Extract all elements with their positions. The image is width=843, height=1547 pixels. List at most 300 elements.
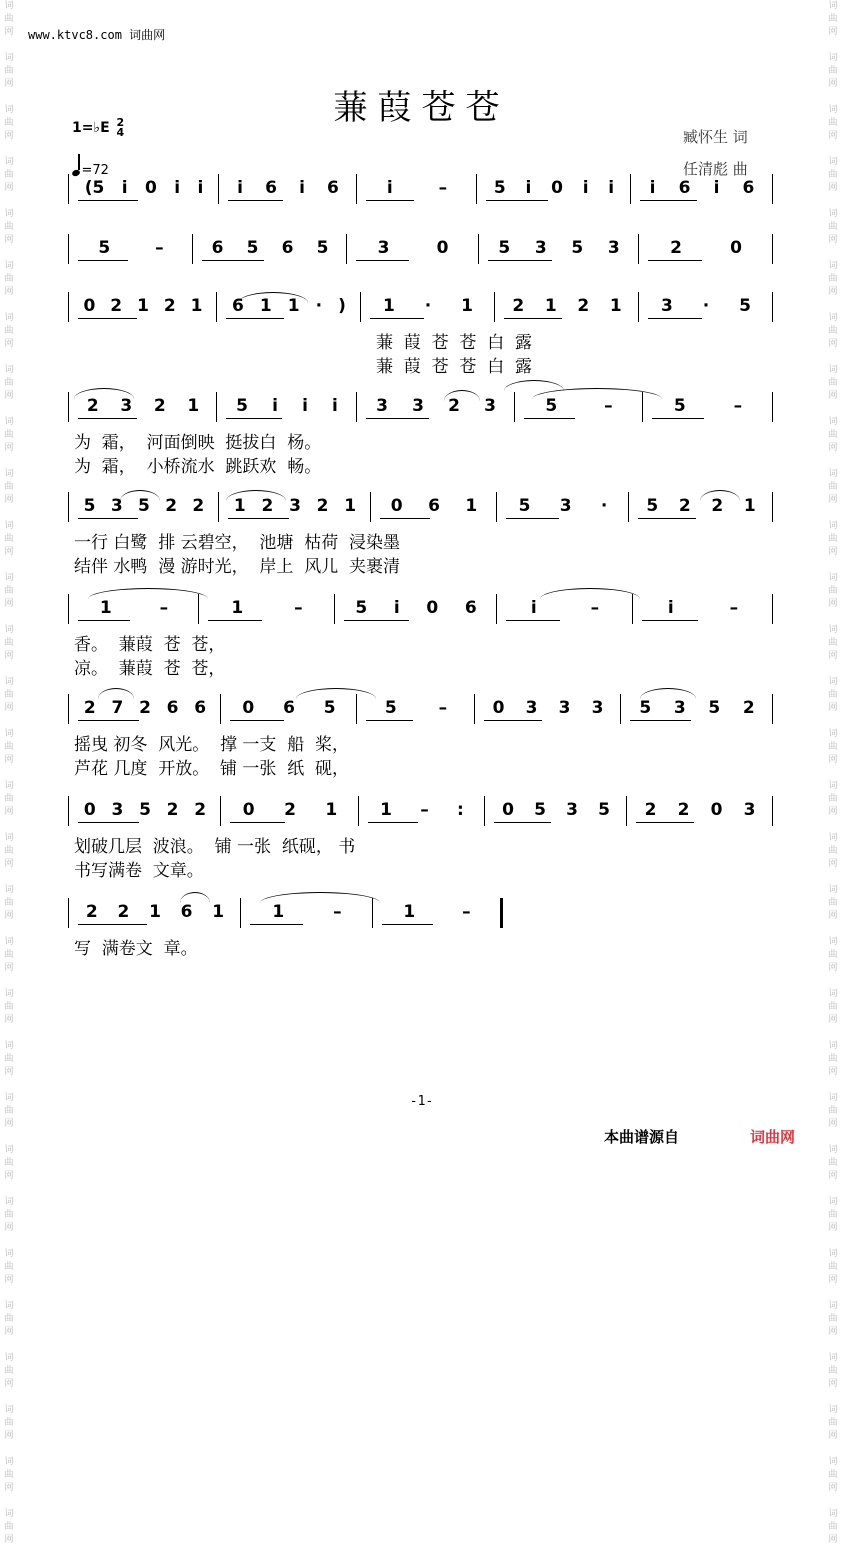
bar-line <box>638 234 639 264</box>
lyric-line: 书写满卷 文章。 <box>74 861 204 881</box>
note: – <box>438 698 448 718</box>
bar-line <box>370 492 371 522</box>
note: · <box>702 296 710 316</box>
beam-line <box>380 518 430 519</box>
note: 2 <box>644 800 657 820</box>
measure <box>206 598 328 618</box>
right-watermark: 词 曲 网 词 曲 网 词 曲 网 词 曲 网 词 曲 网 词 曲 网 词 曲 网 词 曲 网 词 曲 网 词 曲 网 词 曲 网 词 曲 网 词 曲 网 词 曲 网 词 曲 网 词 曲 网 词 曲 网 词 曲 网 词 曲 网 词 曲 网 词 曲 网 词 曲 网 词 曲 网 词 曲 网 词 曲 网 词 曲 网 词 曲 网 词 曲 网 词 曲 网 词 曲 网 <box>828 1 838 1545</box>
source-site-link[interactable]: 词曲网 <box>750 1128 796 1146</box>
slur <box>74 388 134 399</box>
bar-line <box>476 174 477 204</box>
bar-line <box>484 796 485 826</box>
note: · <box>600 496 608 516</box>
note: 3 <box>525 698 538 718</box>
note: 2 <box>85 902 98 922</box>
bar-line <box>220 796 221 826</box>
left-watermark: 词 曲 网 词 曲 网 词 曲 网 词 曲 网 词 曲 网 词 曲 网 词 曲 网 词 曲 网 词 曲 网 词 曲 网 词 曲 网 词 曲 网 词 曲 网 词 曲 网 词 曲 网 词 曲 网 词 曲 网 词 曲 网 词 曲 网 词 曲 网 词 曲 网 词 曲 网 词 曲 网 词 曲 网 词 曲 网 词 曲 网 词 曲 网 词 曲 网 词 曲 网 词 曲 网 <box>4 1 14 1545</box>
note: 2 <box>83 698 96 718</box>
note: 2 <box>678 496 691 516</box>
note: – <box>733 396 743 416</box>
note: 3 <box>377 238 390 258</box>
note: 2 <box>448 396 460 416</box>
note: 3 <box>534 238 547 258</box>
lyric-line: 结伴 水鸭 漫 游时光， 岸上 风儿 夹裹清 <box>74 557 401 577</box>
measure <box>634 800 766 820</box>
measure <box>486 238 632 258</box>
note: i <box>332 396 338 416</box>
note: 2 <box>139 698 151 718</box>
beam-line <box>228 200 283 201</box>
beam-line <box>484 720 542 721</box>
lyric-line: 为 霜， 河面倒映 挺拔白 杨。 <box>74 433 322 453</box>
note: 2 <box>261 496 274 516</box>
page-title: 蒹葭苍苍 <box>333 88 510 128</box>
bar-line <box>478 234 479 264</box>
note: 5 <box>355 598 368 618</box>
note: 5 <box>646 496 659 516</box>
beam-line <box>648 260 702 261</box>
note: 2 <box>711 496 724 516</box>
measure <box>226 178 350 198</box>
note: i <box>393 598 400 618</box>
note: 6 <box>232 296 244 316</box>
slur <box>120 490 160 501</box>
note: i <box>237 178 243 198</box>
note: 2 <box>166 800 179 820</box>
note: 1 <box>233 496 246 516</box>
beam-line <box>344 620 409 621</box>
note: · <box>424 296 432 316</box>
note: 5 <box>98 238 111 258</box>
note: 1 <box>382 296 395 316</box>
beam-line <box>366 418 429 419</box>
note: 1 <box>544 296 557 316</box>
note: 2 <box>117 902 130 922</box>
note: 1 <box>287 296 300 316</box>
beam-line <box>524 418 575 419</box>
bar-line <box>772 694 773 724</box>
beam-line <box>78 620 130 621</box>
bar-line <box>216 392 217 422</box>
lyric-line: 香。 蒹葭 苍 苍， <box>74 635 226 655</box>
note: i <box>582 178 589 198</box>
bar-line <box>772 392 773 422</box>
bar-line <box>772 796 773 826</box>
measure <box>502 296 632 316</box>
beam-line <box>642 620 698 621</box>
note: – <box>333 902 342 922</box>
note: i <box>121 178 128 198</box>
measure <box>224 396 350 416</box>
slur <box>700 490 740 501</box>
note: 0 <box>144 178 157 198</box>
note: 6 <box>180 902 193 922</box>
measure <box>76 296 210 316</box>
beam-line <box>506 518 559 519</box>
note: : <box>457 800 464 820</box>
bar-line <box>356 392 357 422</box>
measure <box>504 496 622 516</box>
lyric-line: 蒹 葭 苍 苍 白 露 <box>376 357 533 377</box>
lyric-line: 凉。 蒹葭 苍 苍， <box>74 659 226 679</box>
note: 5 <box>598 800 610 820</box>
note: 6 <box>742 178 755 198</box>
beam-line <box>78 418 137 419</box>
composer-credit: 任清彪 曲 <box>683 160 748 178</box>
beam-line <box>486 200 548 201</box>
note: 3 <box>110 496 123 516</box>
measure <box>638 178 766 198</box>
site-url: www.ktvc8.com 词曲网 <box>28 28 166 42</box>
note: 3 <box>558 698 571 718</box>
page-number: -1- <box>409 1094 434 1109</box>
note: 0 <box>710 800 723 820</box>
beam-line <box>78 518 138 519</box>
key-signature <box>72 118 124 138</box>
measure <box>76 800 214 820</box>
note: 5 <box>323 698 336 718</box>
measure <box>76 902 234 922</box>
source-label: 本曲谱源自 <box>604 1128 680 1146</box>
note: i <box>197 178 204 198</box>
note: i <box>386 178 393 198</box>
beam-line <box>494 822 551 823</box>
bar-line <box>772 492 773 522</box>
note: 5 <box>739 296 751 316</box>
note: 1 <box>259 296 272 316</box>
note: – <box>438 178 448 198</box>
bar-line <box>474 694 475 724</box>
bar-line <box>626 796 627 826</box>
measure <box>522 396 636 416</box>
tempo-marking <box>72 158 109 178</box>
slur <box>180 892 210 903</box>
measure <box>492 800 620 820</box>
bar-line <box>68 292 69 322</box>
note: 2 <box>153 396 166 416</box>
beam-line <box>638 518 696 519</box>
measure <box>76 178 212 198</box>
note: 5 <box>384 698 397 718</box>
note: 1 <box>465 496 478 516</box>
note: 3 <box>591 698 604 718</box>
note: 6 <box>428 496 440 516</box>
beam-line <box>78 822 139 823</box>
bar-line <box>496 594 497 624</box>
measure <box>650 396 766 416</box>
bar-line <box>68 492 69 522</box>
measure <box>76 698 214 718</box>
note: 1 <box>272 902 285 922</box>
note: 3 <box>566 800 578 820</box>
note: 0 <box>730 238 742 258</box>
bar-line <box>630 174 631 204</box>
beam-line <box>356 260 409 261</box>
note: – <box>420 800 429 820</box>
note: 1 <box>344 496 357 516</box>
note: 2 <box>577 296 590 316</box>
beam-line <box>652 418 704 419</box>
measure <box>482 698 614 718</box>
bar-line <box>360 292 361 322</box>
bar-line <box>772 234 773 264</box>
note: 5 <box>673 396 686 416</box>
measure <box>342 598 490 618</box>
beam-line <box>366 200 414 201</box>
measure <box>200 238 340 258</box>
note: 0 <box>83 800 96 820</box>
note: 5 <box>545 396 558 416</box>
note: 2 <box>284 800 296 820</box>
note: 0 <box>83 296 96 316</box>
lyric-line: 蒹 葭 苍 苍 白 露 <box>376 333 533 353</box>
note: ) <box>338 296 346 316</box>
note: i <box>525 178 532 198</box>
measure <box>366 800 478 820</box>
measure <box>76 598 192 618</box>
beam-line <box>368 822 418 823</box>
bar-line <box>218 492 219 522</box>
note: 6 <box>327 178 339 198</box>
bar-line <box>772 292 773 322</box>
bar-line <box>68 234 69 264</box>
note: 3 <box>607 238 620 258</box>
note: 2 <box>512 296 525 316</box>
note: 2 <box>163 296 176 316</box>
slur <box>444 390 480 401</box>
beam-line <box>202 260 264 261</box>
note: 3 <box>412 396 424 416</box>
measure <box>646 296 766 316</box>
bar-line <box>358 796 359 826</box>
bar-line <box>218 174 219 204</box>
bar-line <box>68 594 69 624</box>
bar-line <box>356 174 357 204</box>
measure <box>628 698 766 718</box>
bar-line <box>514 392 515 422</box>
slur <box>540 588 640 599</box>
note: 0 <box>492 698 505 718</box>
beam-line <box>640 200 697 201</box>
note: 2 <box>110 296 123 316</box>
note: 2 <box>86 396 99 416</box>
note: 5 <box>534 800 546 820</box>
measure <box>76 238 186 258</box>
lyric-line: 为 霜， 小桥流水 跳跃欢 畅。 <box>74 457 322 477</box>
measure <box>378 496 490 516</box>
bar-line <box>68 694 69 724</box>
measure <box>504 598 626 618</box>
measure <box>640 598 766 618</box>
note: 5 <box>139 800 151 820</box>
note: 0 <box>551 178 563 198</box>
measure <box>364 698 468 718</box>
slur <box>88 588 208 599</box>
measure <box>646 238 766 258</box>
note: i <box>174 178 181 198</box>
time-signature-bottom: 4 <box>116 126 125 139</box>
bar-line <box>68 174 69 204</box>
note: 0 <box>242 800 255 820</box>
beam-line <box>78 200 138 201</box>
bar-line <box>496 492 497 522</box>
slur <box>226 490 286 501</box>
note: (5 <box>84 178 105 198</box>
note: 0 <box>426 598 439 618</box>
beam-line <box>78 318 137 319</box>
tempo-value: =72 <box>81 163 109 178</box>
note: 0 <box>390 496 403 516</box>
bar-line <box>216 292 217 322</box>
note: 2 <box>677 800 690 820</box>
note: 6 <box>678 178 691 198</box>
note: 3 <box>120 396 133 416</box>
bar-line <box>220 694 221 724</box>
beam-line <box>648 318 702 319</box>
measure <box>484 178 624 198</box>
note: 1 <box>743 496 756 516</box>
note: 0 <box>242 698 255 718</box>
note: 3 <box>673 698 686 718</box>
note: 3 <box>289 496 301 516</box>
note: 2 <box>742 698 755 718</box>
note: 6 <box>283 698 295 718</box>
note: i <box>302 396 308 416</box>
note: 1 <box>212 902 225 922</box>
note: 2 <box>192 496 205 516</box>
beam-line <box>370 318 424 319</box>
slur <box>504 380 564 391</box>
note: 2 <box>194 800 207 820</box>
note: 2 <box>165 496 178 516</box>
note: 5 <box>236 396 248 416</box>
note: 5 <box>498 238 511 258</box>
bar-line <box>500 898 503 928</box>
lyric-line: 芦花 几度 开放。 铺 一张 纸 砚， <box>74 759 350 779</box>
note: 1 <box>149 902 161 922</box>
note: i <box>530 598 537 618</box>
note: 1 <box>231 598 244 618</box>
note: 3 <box>660 296 673 316</box>
note: 5 <box>316 238 329 258</box>
note: i <box>667 598 674 618</box>
note: i <box>608 178 615 198</box>
measure <box>228 800 352 820</box>
note: 0 <box>436 238 449 258</box>
quarter-note-icon <box>71 169 81 177</box>
note: · <box>315 296 323 316</box>
note: – <box>159 598 169 618</box>
beam-line <box>78 924 147 925</box>
slur <box>296 688 376 699</box>
note: – <box>294 598 303 618</box>
bar-line <box>192 234 193 264</box>
bar-line <box>638 292 639 322</box>
note: i <box>713 178 720 198</box>
bar-line <box>240 898 241 928</box>
beam-line <box>230 720 284 721</box>
beam-line <box>208 620 262 621</box>
note: 1 <box>380 800 392 820</box>
note: 6 <box>211 238 224 258</box>
note: 6 <box>464 598 477 618</box>
note: 1 <box>403 902 416 922</box>
note: 2 <box>316 496 329 516</box>
measure <box>380 902 494 922</box>
note: 5 <box>83 496 96 516</box>
note: i <box>649 178 656 198</box>
note: 1 <box>99 598 112 618</box>
slur <box>98 688 134 699</box>
note: 3 <box>743 800 756 820</box>
note: – <box>462 902 471 922</box>
measure <box>354 238 472 258</box>
note: 5 <box>708 698 721 718</box>
note: 1 <box>325 800 338 820</box>
beam-line <box>230 822 285 823</box>
beam-line <box>382 924 433 925</box>
key-label: 1=♭E <box>72 120 110 136</box>
slur <box>640 688 696 699</box>
note: i <box>272 396 278 416</box>
note: 3 <box>111 800 124 820</box>
bar-line <box>68 796 69 826</box>
note: 2 <box>670 238 682 258</box>
note: – <box>155 238 164 258</box>
note: – <box>604 396 613 416</box>
note: – <box>590 598 600 618</box>
note: 5 <box>571 238 584 258</box>
note: 5 <box>518 496 531 516</box>
beam-line <box>488 260 552 261</box>
measure <box>76 396 210 416</box>
note: 3 <box>484 396 496 416</box>
note: 1 <box>461 296 473 316</box>
measure <box>364 178 470 198</box>
note: 6 <box>194 698 207 718</box>
measure <box>364 396 508 416</box>
note: 6 <box>265 178 277 198</box>
note: 5 <box>639 698 652 718</box>
note: 1 <box>609 296 622 316</box>
beam-line <box>250 924 303 925</box>
measure <box>228 698 350 718</box>
beam-line <box>228 518 289 519</box>
beam-line <box>78 260 128 261</box>
bar-line <box>620 694 621 724</box>
note: 6 <box>281 238 294 258</box>
note: 5 <box>138 496 150 516</box>
note: 1 <box>187 396 200 416</box>
note: i <box>299 178 305 198</box>
note: 5 <box>493 178 506 198</box>
note: 7 <box>111 698 124 718</box>
lyric-line: 一行 白鹭 排 云碧空， 池塘 枯荷 浸染墨 <box>74 533 401 553</box>
bar-line <box>68 898 69 928</box>
note: 6 <box>166 698 179 718</box>
note: 5 <box>246 238 259 258</box>
measure <box>248 902 366 922</box>
lyric-line: 写 满卷文 章。 <box>74 939 198 959</box>
slur <box>238 292 308 303</box>
lyricist-credit: 臧怀生 词 <box>683 128 748 146</box>
note: 1 <box>190 296 203 316</box>
bar-line <box>346 234 347 264</box>
beam-line <box>504 318 562 319</box>
bar-line <box>68 392 69 422</box>
note: – <box>729 598 739 618</box>
beam-line <box>630 720 691 721</box>
